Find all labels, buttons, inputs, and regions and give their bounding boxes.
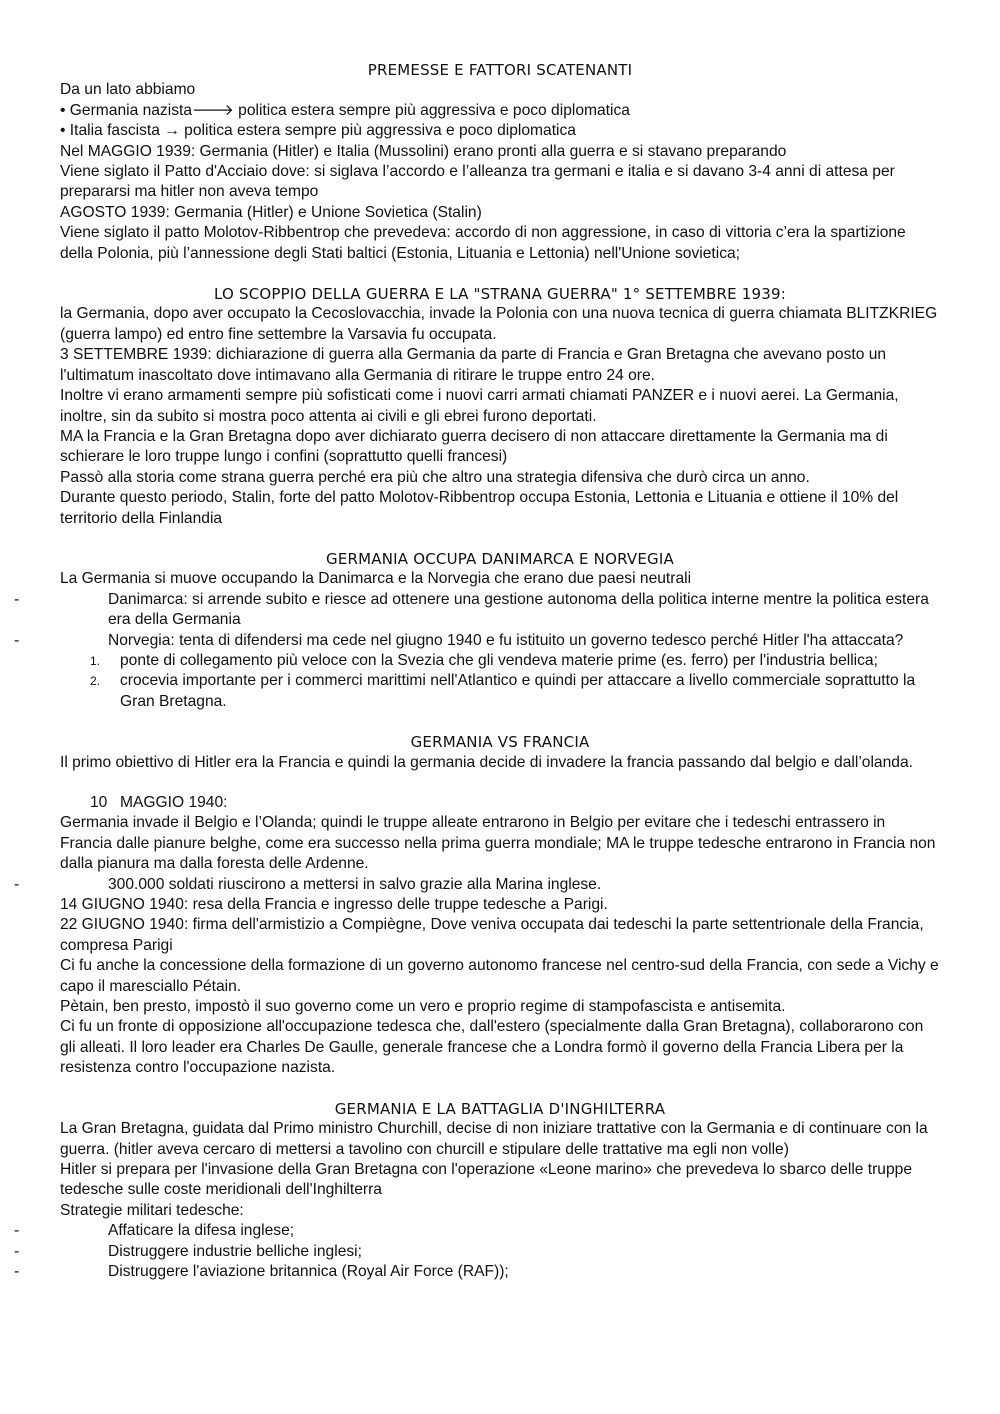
paragraph: Ci fu anche la concessione della formazione di un governo autonomo francese nel centro-sud della Francia, con sede a Vichy e capo il maresciallo Pétain.	[60, 957, 939, 995]
dash-item-text: Distruggere l'aviazione britannica (Royal Air Force (RAF));	[108, 1262, 509, 1280]
dash-item-text: Danimarca: si arrende subito e riesce ad ottenere una gestione autonoma della politica interne mentre la politica estera era della Germania	[108, 590, 929, 629]
numbered-item-text: ponte di collegamento più veloce con la Svezia che gli vendeva materie prime (es. ferro) per l'industria bellica;	[120, 651, 878, 669]
dash-item	[14, 875, 940, 895]
paragraph: la Germania, dopo aver occupato la Cecoslovacchia, invade la Polonia con una nuova tecnica di guerra chiamata BLITZKRIEG (guerra lampo) ed entro fine settembre la Varsavia fu occupata.	[60, 305, 938, 343]
number-marker: 2.	[90, 674, 101, 689]
dash-marker: -	[14, 875, 20, 893]
date-number: 10	[90, 794, 108, 811]
paragraph: Pètain, ben presto, impostò il suo governo come un vero e proprio regime di stampofascista e antisemita.	[60, 998, 786, 1016]
dash-item	[14, 1242, 940, 1262]
section-title-scoppio-guerra: LO SCOPPIO DELLA GUERRA E LA "STRANA GUERRA" 1° SETTEMBRE 1939:	[214, 285, 786, 304]
dash-item-text: Norvegia: tenta di difendersi ma cede nel giugno 1940 e fu istituito un governo tedesco perché Hitler l'ha attaccata?	[108, 631, 904, 649]
dash-marker: -	[14, 1222, 20, 1240]
dash-item	[14, 1221, 940, 1241]
number-marker: 1.	[90, 653, 101, 668]
paragraph: Hitler si prepara per l'invasione della Gran Bretagna con l'operazione «Leone marino» che prevedeva lo sbarco delle truppe tedesche sulle coste meridionali dell'Inghilterra	[60, 1160, 912, 1199]
section-title-danimarca-norvegia: GERMANIA OCCUPA DANIMARCA E NORVEGIA	[326, 549, 674, 568]
bullet-item: • Germania nazista🡒 politica estera sempre più aggressiva e poco diplomatica	[60, 101, 630, 119]
paragraph: La Germania si muove occupando la Danimarca e la Norvegia che erano due paesi neutrali	[60, 570, 692, 588]
numbered-item	[60, 671, 940, 712]
paragraph: Germania invade il Belgio e l’Olanda; quindi le truppe alleate entrarono in Belgio per evitare che i tedeschi entrassero in Francia dalle pianure belghe, come era successo nella prima guerra mondiale; MA le truppe tedesche entrarono in Francia non dalla pianura ma dalla foresta delle Ardenne.	[60, 814, 936, 873]
date-heading	[60, 793, 940, 813]
dash-marker: -	[14, 590, 20, 608]
paragraph: Ci fu un fronte di opposizione all'occupazione tedesca che, dall'estero (specialmente dalla Gran Bretagna), collaborarono con gli alleati. Il loro leader era Charles De Gaulle, generale francese che a Londra formò il governo della Francia Libera per la resistenza contro l'occupazione nazista.	[60, 1018, 924, 1077]
paragraph: 3 SETTEMBRE 1939: dichiarazione di guerra alla Germania da parte di Francia e Gran Bretagna che avevano posto un l'ultimatum inascoltato dove intimavano alla Germania di ritirare le truppe entro 24 ore.	[60, 346, 887, 384]
section-title-battaglia-inghilterra: GERMANIA E LA BATTAGLIA D'INGHILTERRA	[334, 1099, 666, 1118]
paragraph: Viene siglato il Patto d'Acciaio dove: si siglava l’accordo e l’alleanza tra germani e italia e si davano 3-4 anni di attesa per prepararsi ma hitler non aveva tempo	[60, 163, 895, 201]
paragraph: AGOSTO 1939: Germania (Hitler) e Unione Sovietica (Stalin)	[60, 203, 482, 221]
dash-marker: -	[14, 1242, 20, 1260]
dash-item-text: Affaticare la difesa inglese;	[108, 1222, 295, 1240]
dash-item	[14, 631, 940, 651]
paragraph: Il primo obiettivo di Hitler era la Francia e quindi la germania decide di invadere la francia passando dal belgio e dall’olanda.	[60, 753, 913, 771]
dash-marker: -	[14, 631, 20, 649]
dash-item-text: Distruggere industrie belliche inglesi;	[108, 1242, 362, 1260]
dash-item	[14, 1262, 940, 1282]
paragraph: Viene siglato il patto Molotov-Ribbentrop che prevedeva: accordo di non aggressione, in caso di vittoria c’era la spartizione della Polonia, più l’annessione degli Stati baltici (Estonia, Lituania e Lettonia) nell'Unione sovietica;	[60, 224, 906, 262]
paragraph: 14 GIUGNO 1940: resa della Francia e ingresso delle truppe tedesche a Parigi.	[60, 896, 608, 914]
dash-marker: -	[14, 1262, 20, 1280]
numbered-item-text: crocevia importante per i commerci marittimi nell'Atlantico e quindi per attaccare a livello commerciale soprattutto la Gran Bretagna.	[120, 672, 916, 710]
paragraph: Inoltre vi erano armamenti sempre più sofisticati come i nuovi carri armati chiamati PANZER e i nuovi aerei. La Germania, inoltre, sin da subito si mostra poco attenta ai civili e gli ebrei furono deportati.	[60, 387, 899, 425]
paragraph: Passò alla storia come strana guerra perché era più che altro una strategia difensiva che durò circa un anno.	[60, 468, 810, 486]
dash-item-text: 300.000 soldati riuscirono a mettersi in salvo grazie alla Marina inglese.	[108, 875, 602, 893]
paragraph: 22 GIUGNO 1940: firma dell'armistizio a Compiègne, Dove veniva occupata dai tedeschi la parte settentrionale della Francia, compresa Parigi	[60, 916, 924, 954]
paragraph: Da un lato abbiamo	[60, 81, 196, 99]
paragraph: Durante questo periodo, Stalin, forte del patto Molotov-Ribbentrop occupa Estonia, Lettonia e Lituania e ottiene il 10% del territorio della Finlandia	[60, 489, 899, 527]
dash-item	[14, 590, 940, 631]
section-title-premesse: PREMESSE E FATTORI SCATENANTI	[367, 61, 633, 79]
bullet-item: • Italia fascista → politica estera sempre più aggressiva e poco diplomatica	[60, 122, 576, 140]
document-page	[14, 60, 940, 1282]
paragraph: Nel MAGGIO 1939: Germania (Hitler) e Italia (Mussolini) erano pronti alla guerra e si stavano preparando	[60, 142, 787, 160]
numbered-item	[60, 651, 940, 671]
paragraph: Strategie militari tedesche:	[60, 1201, 244, 1219]
paragraph: La Gran Bretagna, guidata dal Primo ministro Churchill, decise di non iniziare trattative con la Germania e di continuare con la guerra. (hitler aveva cercaro di mettersi a tavolino con churcill e stipulare delle trattative ma egli non volle)	[60, 1120, 928, 1158]
paragraph: MA la Francia e la Gran Bretagna dopo aver dichiarato guerra decisero di non attaccare direttamente la Germania ma di schierare le loro truppe lungo i confini (soprattutto quelli francesi)	[60, 427, 888, 466]
section-title-germania-vs-francia: GERMANIA VS FRANCIA	[410, 733, 590, 752]
date-text: MAGGIO 1940:	[120, 794, 228, 811]
